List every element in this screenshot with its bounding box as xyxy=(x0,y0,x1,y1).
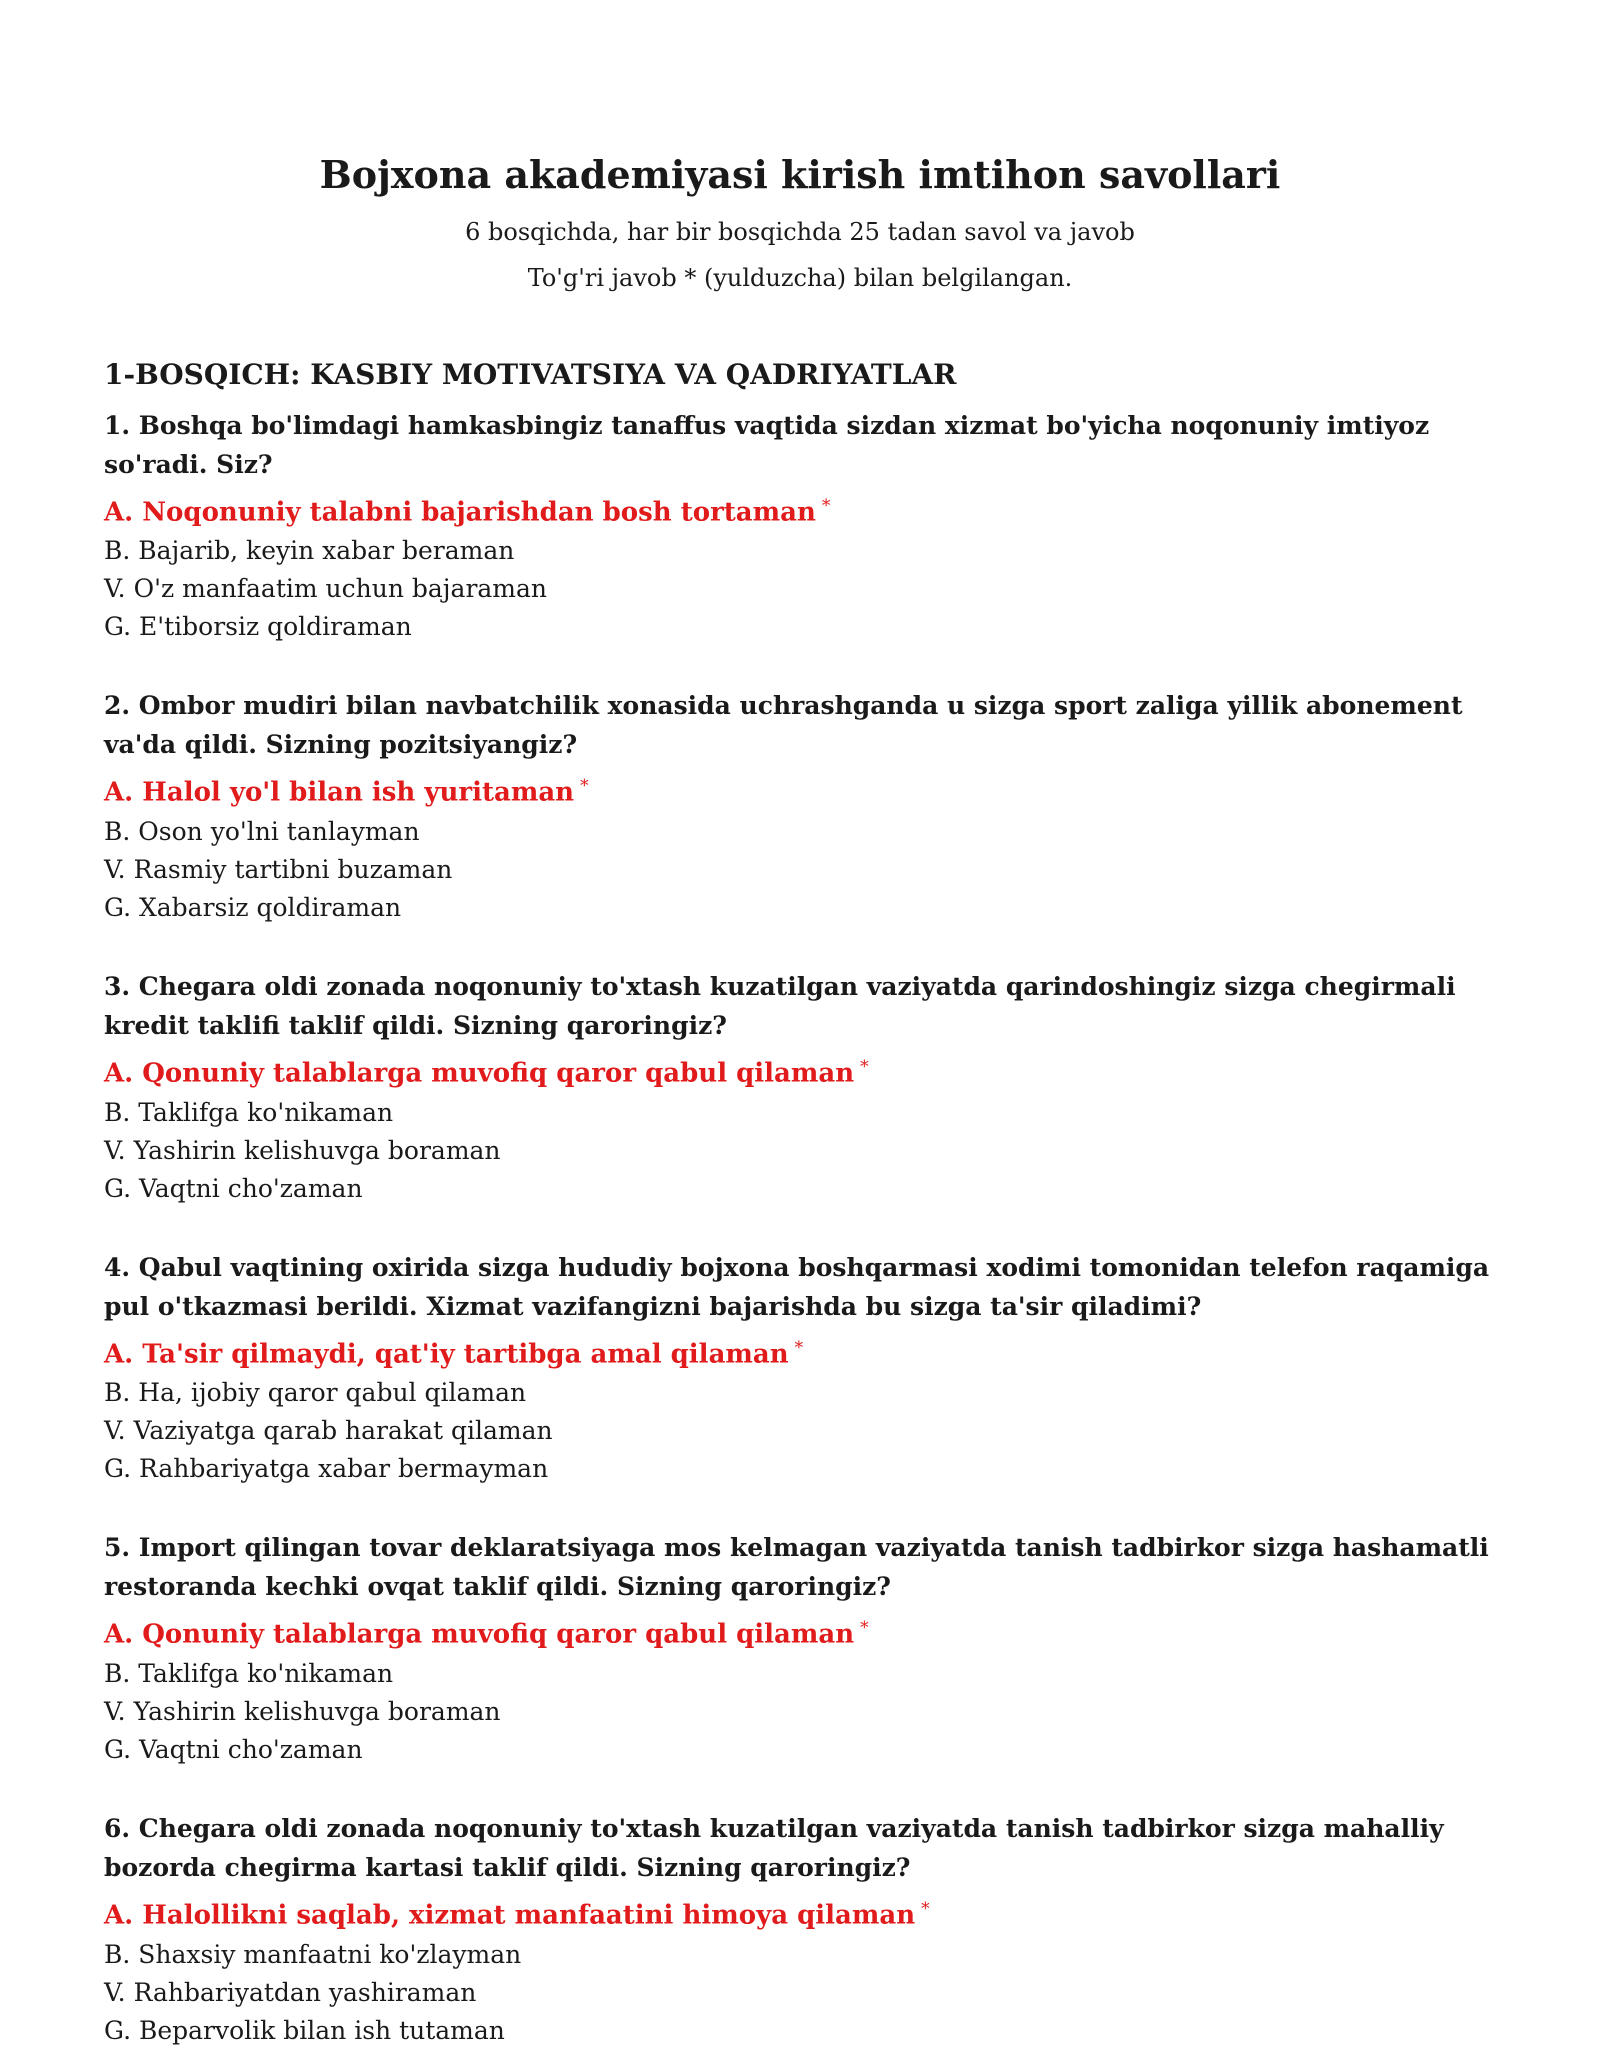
answer-option-v: V. Rahbariyatdan yashiraman xyxy=(104,1977,477,2007)
correct-star-marker: * xyxy=(860,1618,869,1639)
question-text: 5. Import qilingan tovar deklaratsiyaga mos kelmagan vaziyatda tanish tadbirkor sizga hashamatli restoranda kechki ovqat taklif qildi. Sizning qaroringiz? xyxy=(104,1533,1489,1602)
correct-star-marker: * xyxy=(580,776,589,797)
question-text: 1. Boshqa bo'limdagi hamkasbingiz tanaffus vaqtida sizdan xizmat bo'yicha noqonuniy imtiyoz so'radi. Siz? xyxy=(104,410,1430,479)
correct-star-marker: * xyxy=(921,1898,930,1919)
answer-option-b: B. Oson yo'lni tanlayman xyxy=(104,816,420,846)
correct-answer xyxy=(104,1328,1496,1375)
answer-option-g: G. Xabarsiz qoldiraman xyxy=(104,892,402,922)
correct-answer xyxy=(104,486,1496,533)
correct-answer xyxy=(104,766,1496,813)
answer-option-b: B. Shaxsiy manfaatni ko'zlayman xyxy=(104,1939,522,1969)
answer-label: A. Qonuniy talablarga muvofiq qaror qabul qilaman xyxy=(104,1619,855,1650)
section-heading: 1-BOSQICH: KASBIY MOTIVATSIYA VA QADRIYATLAR xyxy=(104,358,957,392)
answer-option-v: V. O'z manfaatim uchun bajaraman xyxy=(104,574,548,604)
question-6 xyxy=(104,1809,1496,2050)
correct-star-marker: * xyxy=(794,1337,804,1358)
answer-option-g: G. E'tiborsiz qoldiraman xyxy=(104,612,412,642)
correct-answer xyxy=(104,1889,1496,1936)
answer-option-g: G. Rahbariyatga xabar bermayman xyxy=(104,1454,549,1484)
subtitle-answer-note: To'g'ri javob * (yulduzcha) bilan belgilangan. xyxy=(527,264,1073,293)
question-2 xyxy=(104,686,1496,927)
answer-option-v: V. Yashirin kelishuvga boraman xyxy=(104,1135,501,1165)
answer-label: A. Noqonuniy talabni bajarishdan bosh tortaman xyxy=(104,497,816,528)
answer-option-v: V. Yashirin kelishuvga boraman xyxy=(104,1696,501,1726)
answer-option-g: G. Vaqtni cho'zaman xyxy=(104,1734,363,1764)
correct-star-marker: * xyxy=(860,1056,869,1077)
question-text: 2. Ombor mudiri bilan navbatchilik xonasida uchrashganda u sizga sport zaliga yillik abonement va'da qildi. Sizning pozitsiyangiz? xyxy=(104,691,1463,760)
answer-option-b: B. Ha, ijobiy qaror qabul qilaman xyxy=(104,1378,527,1408)
answer-option-b: B. Bajarib, keyin xabar beraman xyxy=(104,536,515,566)
correct-answer xyxy=(104,1608,1496,1655)
answer-option-v: V. Vaziyatga qarab harakat qilaman xyxy=(104,1416,553,1446)
question-text: 4. Qabul vaqtining oxirida sizga hududiy bojxona boshqarmasi xodimi tomonidan telefon raqamiga pul o'tkazmasi berildi. Xizmat vazifangizni bajarishda bu sizga ta'sir qiladimi? xyxy=(104,1252,1490,1321)
question-1 xyxy=(104,406,1496,647)
question-3 xyxy=(104,967,1496,1208)
question-text: 6. Chegara oldi zonada noqonuniy to'xtash kuzatilgan vaziyatda tanish tadbirkor sizga mahalliy bozorda chegirma kartasi taklif qildi. Sizning qaroringiz? xyxy=(104,1813,1444,1882)
correct-star-marker: * xyxy=(821,495,831,516)
page-title: Bojxona akademiyasi kirish imtihon savollari xyxy=(319,152,1281,197)
question-5 xyxy=(104,1528,1496,1769)
answer-option-b: B. Taklifga ko'nikaman xyxy=(104,1097,394,1127)
answer-option-g: G. Beparvolik bilan ish tutaman xyxy=(104,2015,505,2045)
answer-option-b: B. Taklifga ko'nikaman xyxy=(104,1658,394,1688)
answer-label: A. Ta'sir qilmaydi, qat'iy tartibga amal qilaman xyxy=(104,1339,789,1370)
answer-label: A. Halollikni saqlab, xizmat manfaatini himoya qilaman xyxy=(104,1900,916,1931)
answer-label: A. Qonuniy talablarga muvofiq qaror qabul qilaman xyxy=(104,1058,855,1089)
correct-answer xyxy=(104,1047,1496,1094)
answer-label: A. Halol yo'l bilan ish yuritaman xyxy=(104,777,575,808)
answer-option-g: G. Vaqtni cho'zaman xyxy=(104,1173,363,1203)
question-4 xyxy=(104,1248,1496,1489)
answer-option-v: V. Rasmiy tartibni buzaman xyxy=(104,854,453,884)
question-text: 3. Chegara oldi zonada noqonuniy to'xtash kuzatilgan vaziyatda qarindoshingiz sizga chegirmali kredit taklifi taklif qildi. Sizning qaroringiz? xyxy=(104,971,1456,1040)
subtitle-stages: 6 bosqichda, har bir bosqichda 25 tadan savol va javob xyxy=(465,217,1135,246)
